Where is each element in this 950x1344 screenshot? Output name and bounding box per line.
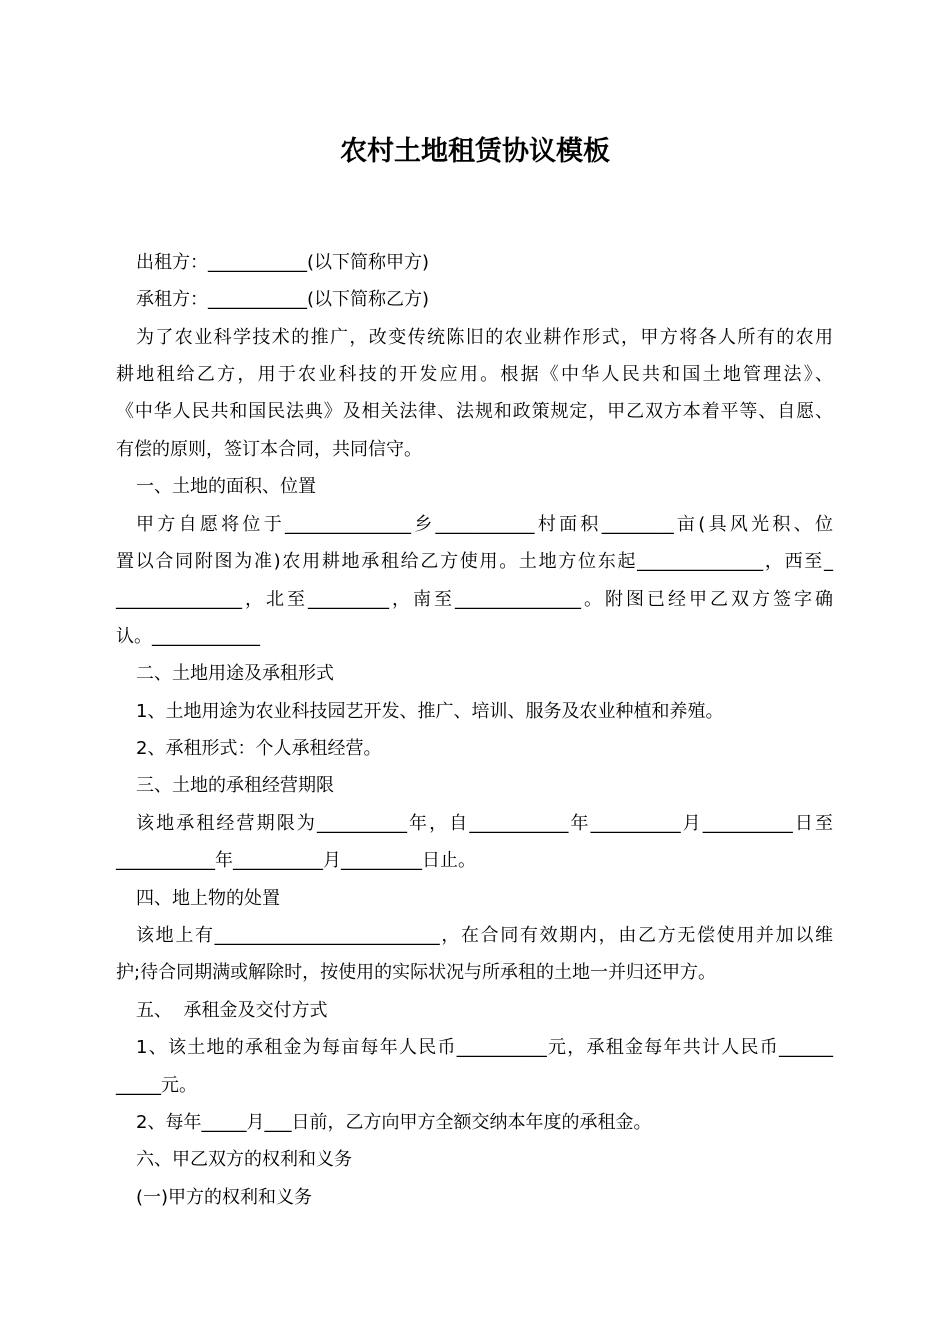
section-1-line-3: ______________，北至_________，南至______________。附图已经甲乙双方签字确 [116,589,833,610]
section-3-line-1: 该地承租经营期限为__________年，自___________年__________月__________日至 [136,813,833,834]
section-1-line-2: 置以合同附图为准)农用耕地承租给乙方使用。土地方位东起______________，西至_ [116,551,833,572]
section-heading-4: 四、地上物的处置 [136,888,280,909]
section-5-item-1-line-2: _____元。 [116,1075,197,1096]
document-title: 农村土地租赁协议模板 [340,136,610,167]
section-5-item-1-line-1: 1、该土地的承租金为每亩每年人民币__________元，承租金每年共计人民币______ [136,1037,833,1058]
preamble-line-2: 耕地租给乙方，用于农业科技的开发应用。根据《中华人民共和国土地管理法》、 [116,364,833,385]
section-5-item-2: 2、每年_____月___日前，乙方向甲方全额交纳本年度的承租金。 [136,1112,652,1133]
section-2-item-1: 1、土地用途为农业科技园艺开发、推广、培训、服务及农业种植和养殖。 [136,701,724,722]
section-heading-1: 一、土地的面积、位置 [136,476,316,497]
section-4-line-2: 护;待合同期满或解除时，按使用的实际状况与所承租的土地一并归还甲方。 [116,962,717,983]
section-heading-2: 二、土地用途及承租形式 [136,663,334,684]
section-4-line-1: 该地上有_________________________，在合同有效期内，由乙方无偿使用并加以维 [136,925,833,946]
section-heading-3: 三、土地的承租经营期限 [136,775,334,796]
section-heading-6: 六、甲乙双方的权利和义务 [136,1149,352,1170]
lessee-line: 承租方：___________(以下简称乙方) [136,289,430,310]
lessor-line: 出租方：___________(以下简称甲方) [136,252,430,273]
section-1-line-4: 认。____________ [116,626,260,647]
section-3-line-2: ___________年__________月_________日止。 [116,850,476,871]
section-2-item-2: 2、承租形式：个人承租经营。 [136,738,382,759]
preamble-line-3: 《中华人民共和国民法典》及相关法律、法规和政策规定，甲乙双方本着平等、自愿、 [116,401,833,422]
section-6-subheading-1: (一)甲方的权利和义务 [136,1187,313,1208]
section-1-line-1: 甲方自愿将位于______________乡___________村面积________亩(具风光积、位 [136,514,833,535]
section-heading-5: 五、 承租金及交付方式 [136,1000,328,1021]
preamble-line-1: 为了农业科学技术的推广，改变传统陈旧的农业耕作形式，甲方将各人所有的农用 [136,327,833,348]
preamble-line-4: 有偿的原则，签订本合同，共同信守。 [116,439,422,460]
